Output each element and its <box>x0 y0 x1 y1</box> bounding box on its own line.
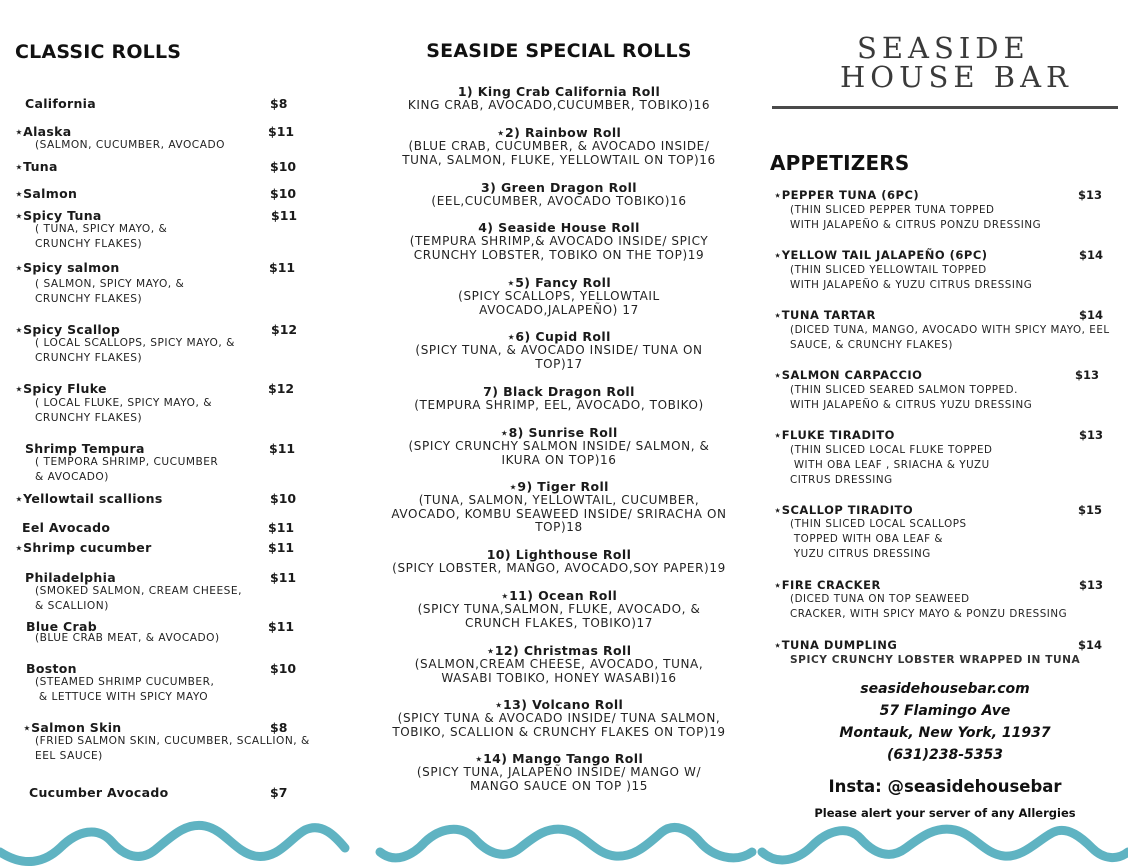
roll-description: (SPICY TUNA, & AVOCADO INSIDE/ TUNA ON TOP)17 <box>415 343 703 371</box>
item-price: $14 <box>1079 248 1104 262</box>
item-price: $11 <box>270 570 297 585</box>
item-name: ⋆Tuna <box>15 159 58 174</box>
roll-description: (SPICY TUNA,SALMON, FLUKE, AVOCADO, & CRUNCH FLAKES, TOBIKO)17 <box>417 602 701 630</box>
roll-description: (SALMON,CREAM CHEESE, AVOCADO, TUNA, WASABI TOBIKO, HONEY WASABI)16 <box>414 657 704 685</box>
brand-name-line1: SEASIDE <box>857 31 1030 65</box>
roll-description: (SPICY CRUNCHY SALMON INSIDE/ SALMON, & IKURA ON TOP)16 <box>408 439 710 467</box>
roll-description: (SPICY SCALLOPS, YELLOWTAIL AVOCADO,JALAPEÑO) 17 <box>458 289 660 317</box>
item-name: California <box>25 96 96 111</box>
item-name: ⋆SALMON CARPACCIO <box>774 368 923 382</box>
item-price: $12 <box>271 322 298 337</box>
item-price: $12 <box>268 381 295 396</box>
list-item <box>372 548 746 576</box>
item-name: ⋆Spicy Scallop <box>15 322 121 337</box>
roll-description: (SPICY TUNA, JALAPEÑO INSIDE/ MANGO W/ MANGO SAUCE ON TOP )15 <box>416 765 702 793</box>
brand-name-line2: HOUSE BAR <box>840 60 1073 94</box>
item-price: $13 <box>1078 188 1103 202</box>
item-description: ( TEMPORA SHRIMP, CUCUMBER & AVOCADO) <box>35 456 219 483</box>
item-price: $15 <box>1078 503 1103 517</box>
roll-title: 10) Lighthouse Roll <box>486 547 632 562</box>
roll-title: ⋆2) Rainbow Roll <box>496 125 622 140</box>
roll-description: (BLUE CRAB, CUCUMBER, & AVOCADO INSIDE/ TUNA, SALMON, FLUKE, YELLOWTAIL ON TOP)16 <box>402 139 716 167</box>
appetizers-heading: APPETIZERS <box>770 151 910 175</box>
list-item <box>372 698 746 739</box>
item-description: (THIN SLICED SEARED SALMON TOPPED. WITH JALAPEÑO & CITRUS YUZU DRESSING <box>790 384 1033 411</box>
item-description: (THIN SLICED LOCAL SCALLOPS TOPPED WITH OBA LEAF & YUZU CITRUS DRESSING <box>790 518 967 560</box>
city-address: Montauk, New York, 11937 <box>839 725 1051 741</box>
item-price: $13 <box>1079 428 1104 442</box>
roll-title: ⋆5) Fancy Roll <box>506 275 612 290</box>
item-description: (FRIED SALMON SKIN, CUCUMBER, SCALLION, & EEL SAUCE) <box>35 735 310 762</box>
item-price: $14 <box>1079 308 1104 322</box>
item-description: (BLUE CRAB MEAT, & AVOCADO) <box>35 632 220 644</box>
roll-description: (TUNA, SALMON, YELLOWTAIL, CUCUMBER, AVOCADO, KOMBU SEAWEED INSIDE/ SRIRACHA ON TOP)18 <box>391 493 727 534</box>
list-item <box>372 385 746 413</box>
roll-description: (TEMPURA SHRIMP,& AVOCADO INSIDE/ SPICY CRUNCHY LOBSTER, TOBIKO ON THE TOP)19 <box>409 234 709 262</box>
roll-title: ⋆8) Sunrise Roll <box>500 425 618 440</box>
roll-title: ⋆11) Ocean Roll <box>500 588 618 603</box>
item-name: ⋆Shrimp cucumber <box>15 540 152 555</box>
item-description: (SMOKED SALMON, CREAM CHEESE, & SCALLION) <box>35 585 242 612</box>
item-price: $8 <box>270 96 288 111</box>
brand-divider <box>772 106 1118 109</box>
item-price: $10 <box>270 186 297 201</box>
contact-block <box>770 678 1120 766</box>
item-description: (SALMON, CUCUMBER, AVOCADO <box>35 139 225 151</box>
item-price: $11 <box>268 124 295 139</box>
wave-middle <box>380 827 752 857</box>
list-item <box>372 644 746 685</box>
item-name: ⋆PEPPER TUNA (6PC) <box>774 188 920 202</box>
item-description: (THIN SLICED LOCAL FLUKE TOPPED WITH OBA LEAF , SRIACHA & YUZU CITRUS DRESSING <box>790 444 993 486</box>
roll-title: ⋆6) Cupid Roll <box>507 329 611 344</box>
item-name: ⋆FLUKE TIRADITO <box>774 428 895 442</box>
wave-left <box>0 825 345 861</box>
item-name: ⋆Spicy Fluke <box>15 381 107 396</box>
list-item <box>372 85 746 113</box>
item-description: (STEAMED SHRIMP CUCUMBER, & LETTUCE WITH SPICY MAYO <box>35 676 215 703</box>
item-name: ⋆Spicy salmon <box>15 260 120 275</box>
instagram-handle[interactable]: Insta: @seasidehousebar <box>828 777 1062 796</box>
item-price: $13 <box>1075 368 1100 382</box>
item-price: $11 <box>269 260 296 275</box>
phone-number[interactable]: (631)238-5353 <box>886 747 1004 763</box>
item-price: $10 <box>270 661 297 676</box>
item-description: (THIN SLICED YELLOWTAIL TOPPED WITH JALAPEÑO & YUZU CITRUS DRESSING <box>790 264 1033 291</box>
wave-right <box>762 829 1128 860</box>
list-item <box>372 426 746 467</box>
item-price: $13 <box>1079 578 1104 592</box>
roll-title: ⋆9) Tiger Roll <box>509 479 609 494</box>
item-name: ⋆TUNA DUMPLING <box>774 638 898 652</box>
list-item <box>372 276 746 317</box>
roll-title: ⋆13) Volcano Roll <box>494 697 624 712</box>
item-price: $10 <box>270 491 297 506</box>
item-description: SPICY CRUNCHY LOBSTER WRAPPED IN TUNA <box>790 654 1081 666</box>
list-item <box>372 181 746 209</box>
roll-title: 3) Green Dragon Roll <box>481 180 637 195</box>
roll-title: ⋆14) Mango Tango Roll <box>474 751 644 766</box>
item-price: $11 <box>268 619 295 634</box>
item-description: ( SALMON, SPICY MAYO, & CRUNCHY FLAKES) <box>35 278 185 305</box>
list-item <box>372 589 746 630</box>
item-price: $7 <box>270 785 288 800</box>
item-price: $10 <box>270 159 297 174</box>
item-name: Cucumber Avocado <box>29 785 169 800</box>
street-address: 57 Flamingo Ave <box>879 703 1011 719</box>
item-name: ⋆Spicy Tuna <box>15 208 102 223</box>
item-description: ( TUNA, SPICY MAYO, & CRUNCHY FLAKES) <box>35 223 168 250</box>
roll-title: 4) Seaside House Roll <box>478 220 640 235</box>
wave-decoration <box>0 808 1128 868</box>
roll-title: 1) King Crab California Roll <box>457 84 661 99</box>
list-item <box>372 221 746 262</box>
item-price: $11 <box>271 208 298 223</box>
item-description: ( LOCAL FLUKE, SPICY MAYO, & CRUNCHY FLAKES) <box>35 397 212 424</box>
item-description: (THIN SLICED PEPPER TUNA TOPPED WITH JALAPEÑO & CITRUS PONZU DRESSING <box>790 204 1042 231</box>
list-item <box>372 126 746 167</box>
allergy-notice: Please alert your server of any Allergies <box>814 806 1076 820</box>
item-name: ⋆TUNA TARTAR <box>774 308 876 322</box>
item-name: Boston <box>26 661 77 676</box>
roll-description: (SPICY LOBSTER, MANGO, AVOCADO,SOY PAPER)19 <box>392 561 726 575</box>
item-name: ⋆SCALLOP TIRADITO <box>774 503 914 517</box>
roll-description: (TEMPURA SHRIMP, EEL, AVOCADO, TOBIKO) <box>414 398 704 412</box>
item-name: Shrimp Tempura <box>25 441 145 456</box>
website-link[interactable]: seasidehousebar.com <box>860 681 1030 697</box>
roll-description: (SPICY TUNA & AVOCADO INSIDE/ TUNA SALMON, TOBIKO, SCALLION & CRUNCHY FLAKES ON TOP)19 <box>392 711 726 739</box>
item-name: ⋆Salmon Skin <box>23 720 122 735</box>
item-description: (DICED TUNA, MANGO, AVOCADO WITH SPICY MAYO, EEL SAUCE, & CRUNCHY FLAKES) <box>790 324 1110 351</box>
item-price: $8 <box>270 720 288 735</box>
item-name: Blue Crab <box>26 619 97 634</box>
item-name: ⋆Alaska <box>15 124 72 139</box>
item-name: ⋆Yellowtail scallions <box>15 491 163 506</box>
list-item <box>372 330 746 371</box>
item-price: $11 <box>269 441 296 456</box>
item-description: ( LOCAL SCALLOPS, SPICY MAYO, & CRUNCHY FLAKES) <box>35 337 235 364</box>
item-price: $11 <box>268 540 295 555</box>
item-description: (DICED TUNA ON TOP SEAWEED CRACKER, WITH SPICY MAYO & PONZU DRESSING <box>790 593 1068 620</box>
list-item <box>372 752 746 793</box>
roll-description: (EEL,CUCUMBER, AVOCADO TOBIKO)16 <box>431 194 687 208</box>
item-name: ⋆Salmon <box>15 186 78 201</box>
list-item <box>372 480 746 535</box>
item-name: Philadelphia <box>25 570 116 585</box>
roll-title: 7) Black Dragon Roll <box>483 384 635 399</box>
roll-title: ⋆12) Christmas Roll <box>486 643 632 658</box>
item-name: ⋆FIRE CRACKER <box>774 578 881 592</box>
item-price: $11 <box>268 520 295 535</box>
item-name: ⋆YELLOW TAIL JALAPEÑO (6PC) <box>774 248 988 262</box>
special-rolls-heading: SEASIDE SPECIAL ROLLS <box>426 40 692 62</box>
item-price: $14 <box>1078 638 1103 652</box>
roll-description: KING CRAB, AVOCADO,CUCUMBER, TOBIKO)16 <box>407 98 711 112</box>
item-name: Eel Avocado <box>22 520 111 535</box>
classic-rolls-heading: CLASSIC ROLLS <box>15 41 182 63</box>
